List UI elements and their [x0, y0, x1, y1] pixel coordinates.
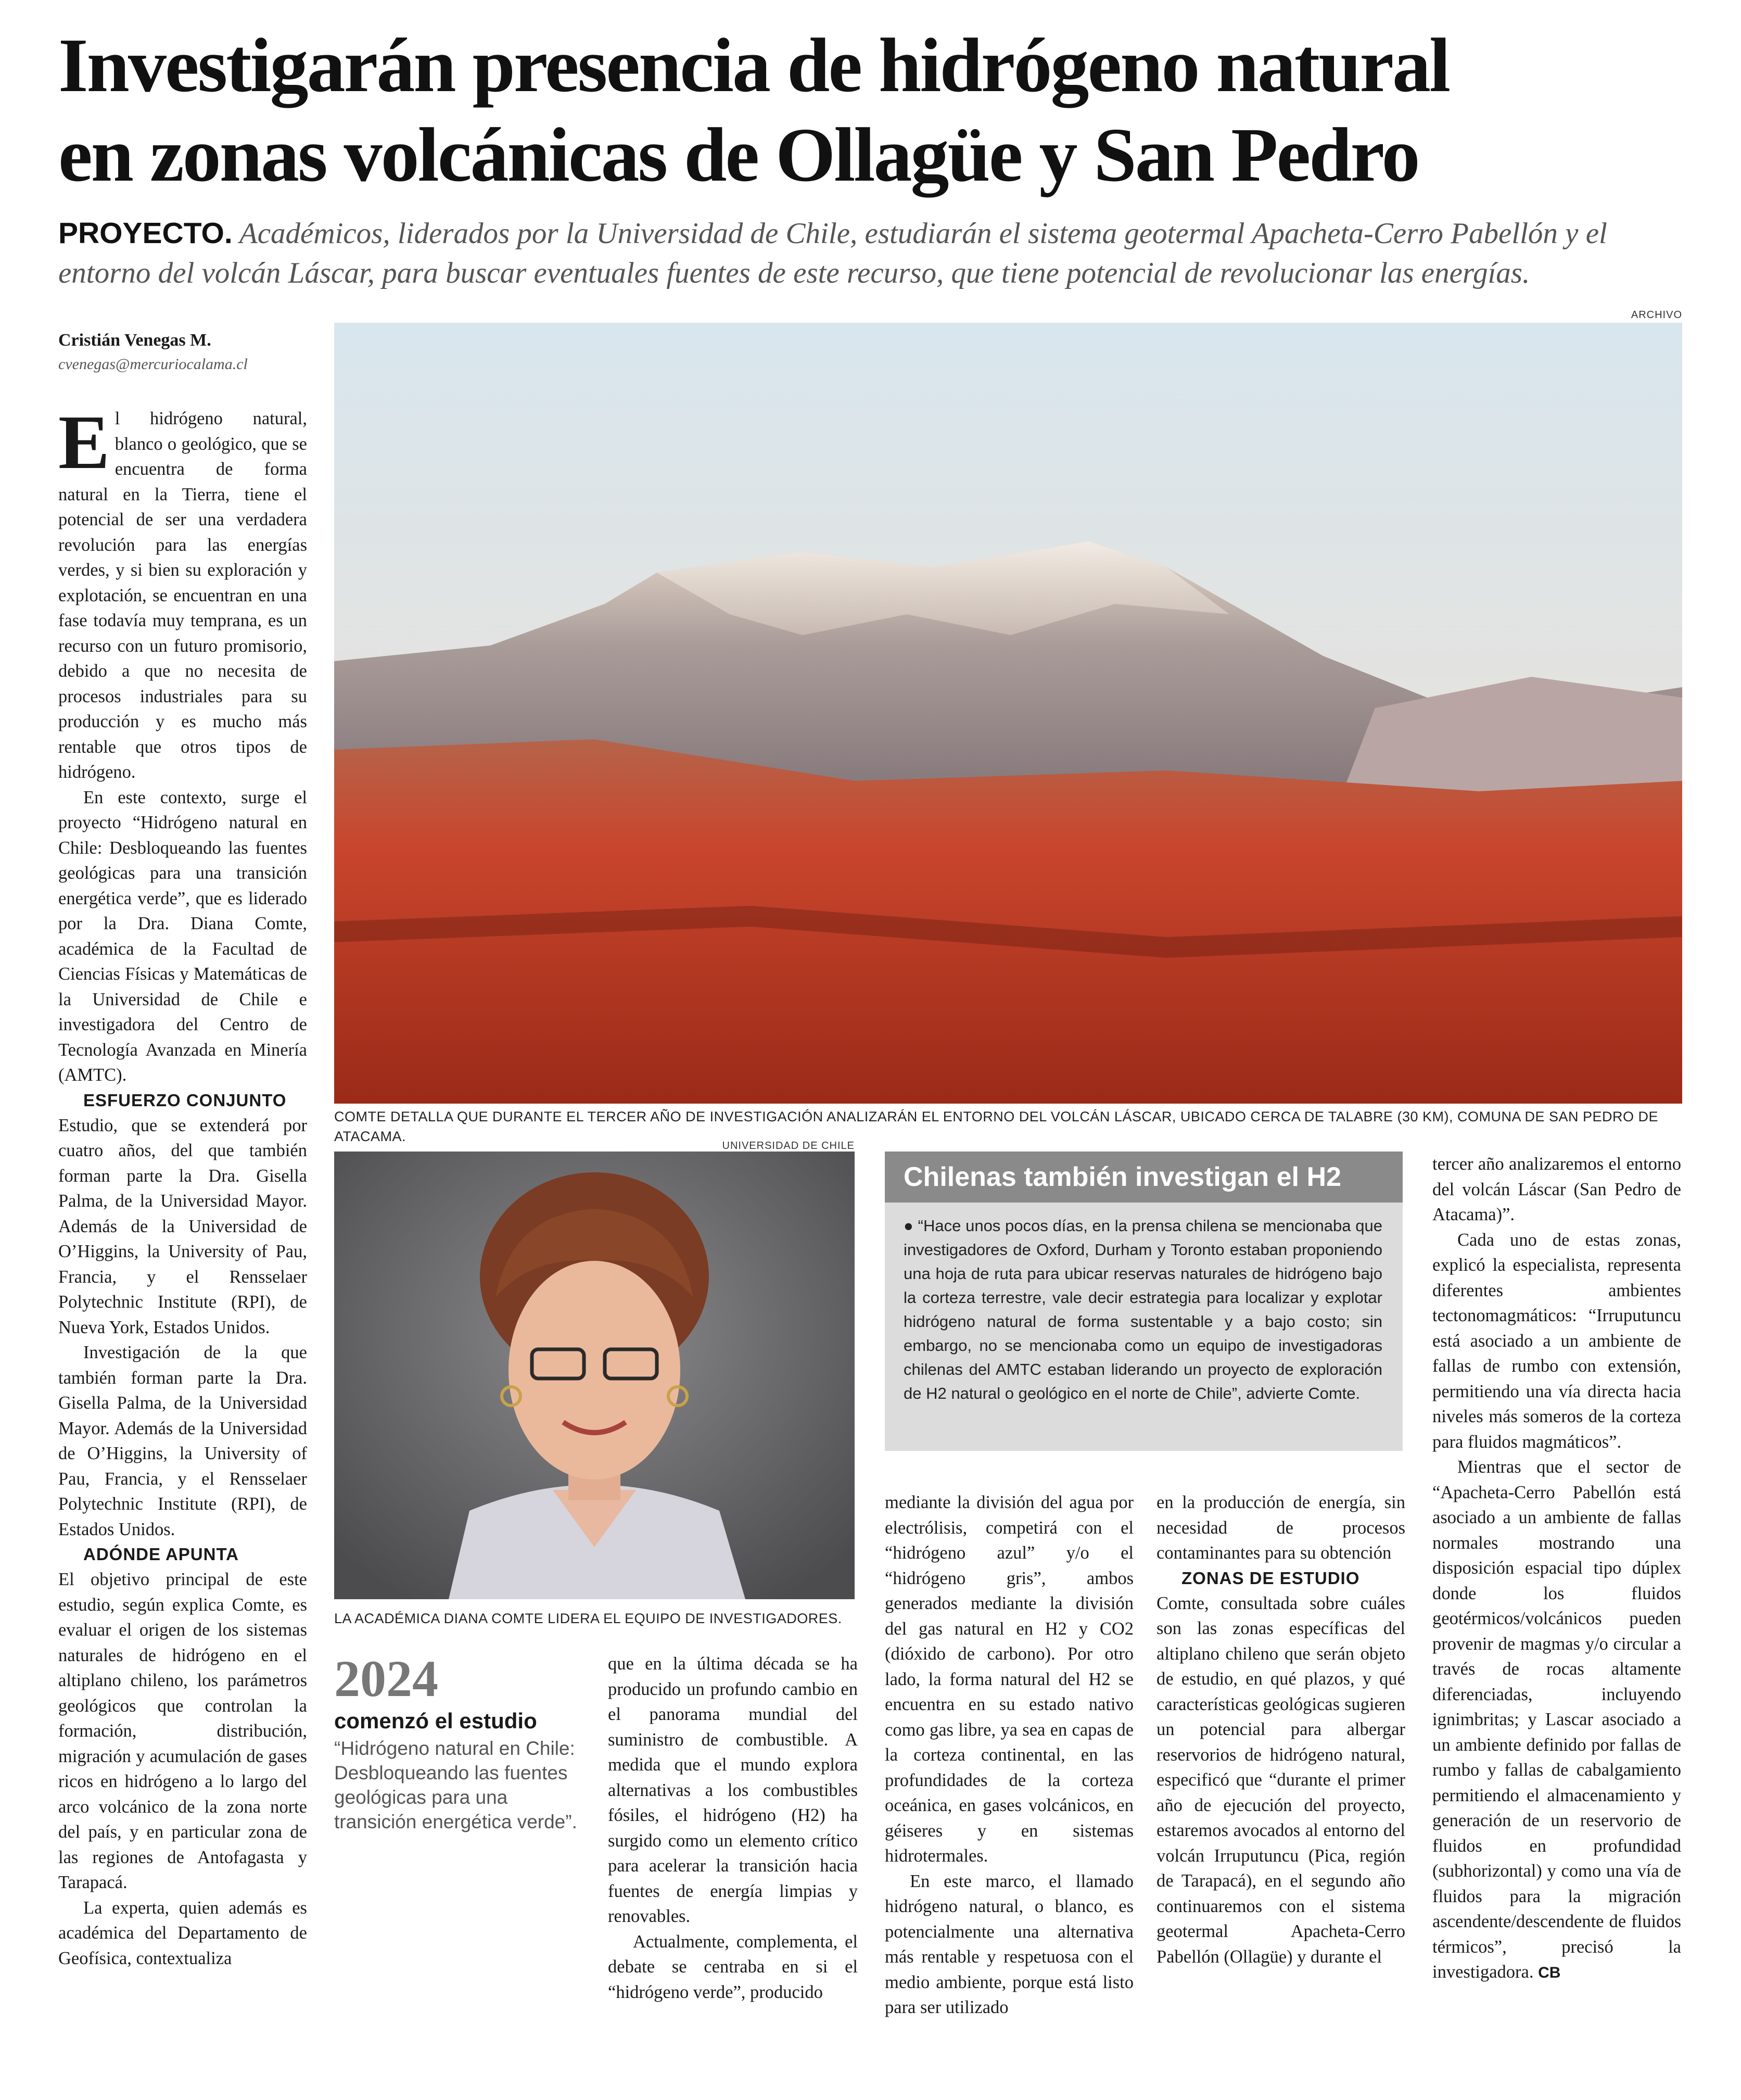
article-column-3 [608, 1651, 858, 2005]
headline [58, 21, 1698, 200]
portrait-photo [334, 1152, 855, 1599]
sidebar-quote: “Hace unos pocos días, en la prensa chilena se mencionaba que investigadores de Oxford, Durham y Toronto estaban proponiendo una hoja de ruta para ubicar reservas naturales de hidrógeno bajo la corteza terrestre, vale decir estrategia para localizar y explotar hidrógeno natural de forma sustentable y a bajo costo; sin embargo, no se mencionaba como un equipo de investigadoras chilenas del AMTC estaban liderando un proyecto de exploración de H2 natural o geológico en el norte de Chile”, advierte Comte. [904, 1217, 1382, 1402]
article-column-1 [58, 400, 307, 1971]
main-photo-caption: COMTE DETALLA QUE DURANTE EL TERCER AÑO DE INVESTIGACIÓN ANALIZARÁN EL ENTORNO DEL VOLCÁN LÁSCAR, UBICADO CERCA DE TALABRE (30 KM), COMUNA DE SAN PEDRO DE ATACAMA. [334, 1109, 1659, 1144]
byline: Cristián Venegas M. [58, 331, 211, 350]
column-4-paragraph-2: En este marco, el llamado hidrógeno natural, o blanco, es potencialmente una alternativa más rentable y respetuosa con el medio ambiente, porque está listo para ser utilizado [885, 1871, 1134, 2017]
sidebar-bullet-icon: ● [904, 1217, 913, 1235]
article-column-5 [1157, 1490, 1405, 1969]
sidebar-text [904, 1214, 1382, 1406]
subheading-esfuerzo-conjunto: ESFUERZO CONJUNTO [83, 1090, 287, 1110]
portrait-photo-credit: UNIVERSIDAD DE CHILE [722, 1140, 855, 1152]
column-5-paragraph-1: en la producción de energía, sin necesidad de procesos contaminantes para su obtención [1157, 1492, 1405, 1563]
subheading-zonas-de-estudio: ZONAS DE ESTUDIO [1181, 1568, 1360, 1588]
column-6-paragraph-1: tercer año analizaremos el entorno del volcán Láscar (San Pedro de Atacama)”. [1432, 1154, 1681, 1224]
sidebar-box [885, 1152, 1403, 1451]
column-6-paragraph-2: Cada uno de estas zonas, explicó la especialista, representa diferentes ambientes tectonomagmáticos: “Irruputuncu está asociado a un ambiente de fallas de rumbo con extensión, permitiendo una vía directa hacia niveles más someros de la corteza para fluidos magmáticos”. [1432, 1230, 1681, 1452]
headline-line-2: en zonas volcánicas de Ollagüe y San Pedro [58, 112, 1419, 198]
end-mark-icon: CB [1538, 1964, 1561, 1981]
portrait-caption: LA ACADÉMICA DIANA COMTE LIDERA EL EQUIPO DE INVESTIGADORES. [334, 1611, 842, 1626]
lead-paragraph [58, 213, 1677, 293]
article-column-4 [885, 1490, 1134, 2020]
sidebar-title: Chilenas también investigan el H2 [885, 1152, 1403, 1203]
column-1-paragraph-4: Investigación de la que también forman parte la Dra. Gisella Palma, de la Universidad Mayor. Además de la Universidad de O’Higgins, la University of Pau, Francia, y el Rensselaer Polytechnic Institute (RPI), de Estados Unidos. [58, 1343, 307, 1539]
article-column-6 [1432, 1152, 1681, 1986]
column-6-paragraph-3: Mientras que el sector de “Apacheta-Cerro Pabellón está asociado a un ambiente de fallas normales mostrando una disposición espacial tipo dúplex donde los fluidos geotérmicos/volcánicos pueden provenir de magmas y/o circular a través de rocas altamente diferenciadas, incluyendo ignimbritas; y Lascar asociado a un ambiente definido por fallas de rumbo y fallas de cabalgamiento permitiendo el almacenamiento y generación de un reservorio de fluidos en profundidad (subhorizontal) y como una vía de fluidos para la migración ascendente/descendente de fluidos térmicos”, precisó la investigadora. CB [1432, 1457, 1681, 1982]
column-1-paragraph-5: El objetivo principal de este estudio, según explica Comte, es evaluar el origen de los sistemas naturales de hidrógeno en el altiplano chileno, los parámetros geológicos que controlan la formación, distribución, migración y acumulación de gases ricos en hidrógeno a lo largo del arco volcánico de la zona norte del país, y en particular zona de las regiones de Antofagasta y Tarapacá. [58, 1570, 307, 1892]
stat-year: 2024 [334, 1650, 438, 1707]
column-1-paragraph-1: El hidrógeno natural, blanco o geológico, que se encuentra de forma natural en la Tierra, tiene el potencial de ser una verdadera revolución para las energías verdes, y si bien su exploración y explotación, se encuentran en una fase todavía muy temprana, es un recurso con un futuro promisorio, debido a que no necesita de procesos industriales para su producción y es mucho más rentable que otros tipos de hidrógeno. [58, 400, 307, 782]
stat-label: comenzó el estudio [334, 1709, 537, 1733]
column-3-paragraph-1: que en la última década se ha producido un profundo cambio en el panorama mundial del suministro de combustible. A medida que el mundo explora alternativas a los combustibles fósiles, el hidrógeno (H2) ha surgido como un elemento crítico para acelerar la transición hacia fuentes de energía limpias y renovables. [608, 1654, 858, 1926]
portrait-illustration [334, 1152, 855, 1599]
subheading-adonde-apunta: ADÓNDE APUNTA [83, 1545, 239, 1564]
volcano-photo [334, 323, 1682, 1104]
lead-kicker: PROYECTO. [58, 217, 233, 250]
drop-cap: E [58, 400, 110, 485]
headline-line-1: Investigarán presencia de hidrógeno natural [58, 23, 1450, 108]
column-5-paragraph-2: Comte, consultada sobre cuáles son las zonas específicas del altiplano chileno que serán objeto de estudio, en qué plazos, y qué características geológicas sugieren un potencial para albergar reservorios de hidrógeno natural, especificó que “durante el primer año de ejecución del proyecto, estaremos avocados al entorno del volcán Irruputuncu (Pica, región de Tarapacá), en el segundo año continuaremos con el sistema geotermal Apacheta-Cerro Pabellón (Ollagüe) y durante el [1157, 1593, 1405, 1967]
main-photo-credit: ARCHIVO [1631, 309, 1682, 321]
lead-text: Académicos, liderados por la Universidad de Chile, estudiarán el sistema geotermal Apacheta-Cerro Pabellón y el entorno del volcán Láscar, para buscar eventuales fuentes de este recurso, que tiene potencial de revolucionar las energías. [58, 217, 1607, 289]
column-1-paragraph-2: En este contexto, surge el proyecto “Hidrógeno natural en Chile: Desbloqueando las fuentes geológicas para una transición energética verde”, que es liderado por la Dra. Diana Comte, académica de la Facultad de Ciencias Físicas y Matemáticas de la Universidad de Chile e investigadora del Centro de Tecnología Avanzada en Minería (AMTC). [58, 787, 307, 1085]
column-1-paragraph-3: Estudio, que se extenderá por cuatro años, del que también forman parte la Dra. Gisella Palma, de la Universidad Mayor. Además de la Universidad de O’Higgins, la University of Pau, Francia, y el Rensselaer Polytechnic Institute (RPI), de Nueva York, Estados Unidos. [58, 1115, 307, 1337]
volcano-illustration [334, 323, 1682, 1104]
stat-description: “Hidrógeno natural en Chile: Desbloqueando las fuentes geológicas para una transición energética verde”. [334, 1738, 577, 1832]
column-4-paragraph-1: mediante la división del agua por electrólisis, competirá con el “hidrógeno azul” y/o el “hidrógeno gris”, ambos generados mediante la división del gas natural en H2 y CO2 (dióxido de carbono). Por otro lado, la forma natural del H2 se encuentra en su estado nativo como gas libre, ya sea en capas de la corteza continental, en las profundidades de la corteza oceánica, en gases volcánicos, en géiseres y en sistemas hidrotermales. [885, 1492, 1134, 1866]
author-email: cvenegas@mercuriocalama.cl [58, 356, 248, 373]
column-1-paragraph-6: La experta, quien además es académica del Departamento de Geofísica, contextualiza [58, 1897, 307, 1968]
column-3-paragraph-2: Actualmente, complementa, el debate se centraba en si el “hidrógeno verde”, producido [608, 1931, 858, 2002]
